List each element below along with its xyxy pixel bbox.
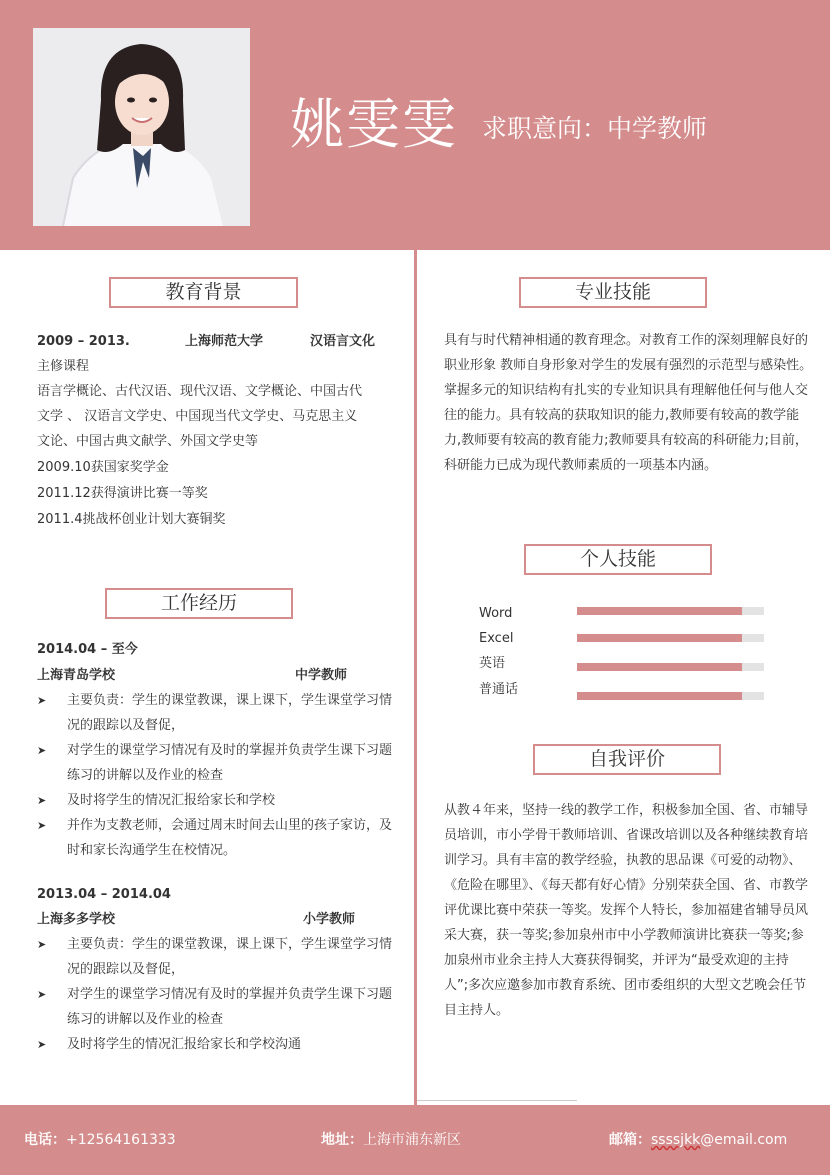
- duty-text: 并作为支教老师，会通过周末时间去山里的孩子家访，及时和家长沟通学生在校情况。: [67, 818, 393, 858]
- work-section-title: 工作经历: [105, 588, 293, 619]
- courses-line: 文学 、 汉语言文学史、中国现当代文学史、马克思主义: [37, 409, 358, 424]
- email-user: ssssjkk: [651, 1132, 701, 1148]
- phone-label: 电话：: [24, 1132, 66, 1148]
- contact-footer: [0, 1105, 830, 1175]
- duty-text: 对学生的课堂学习情况有及时的掌握并负责学生课下习题练习的讲解以及作业的检查: [67, 743, 393, 783]
- portrait-illustration: [33, 28, 250, 226]
- job-duties-list: [37, 688, 395, 863]
- courses-line: 文论、中国古典文献学、外国文学史等: [37, 434, 259, 449]
- award-item: 2009.10获国家奖学金: [37, 460, 169, 475]
- award-item: 2011.4挑战杯创业计划大赛铜奖: [37, 512, 226, 527]
- duty-item: [37, 932, 395, 982]
- arrowhead-bullet-icon: ➤: [37, 1038, 47, 1051]
- courses-line: 语言学概论、古代汉语、现代汉语、文学概论、中国古代: [37, 384, 363, 399]
- arrowhead-bullet-icon: ➤: [37, 988, 47, 1001]
- job-duties-list: [37, 932, 395, 1057]
- duty-item: [37, 982, 395, 1032]
- header-banner: [0, 0, 830, 250]
- skills-section-title: 个人技能: [524, 544, 712, 575]
- award-item: 2011.12获得演讲比赛一等奖: [37, 486, 208, 501]
- duty-text: 主要负责：学生的课堂教课，课上课下，学生课堂学习情况的跟踪以及督促，: [67, 693, 393, 733]
- phone-number: +12564161333: [66, 1132, 176, 1148]
- skill-bar: [577, 607, 764, 615]
- education-major: 汉语言文化: [310, 334, 376, 349]
- duty-text: 及时将学生的情况汇报给家长和学校: [67, 793, 276, 808]
- duty-item: [37, 788, 395, 813]
- skill-label: 普通话: [479, 682, 519, 697]
- email-label: 邮箱：: [609, 1132, 651, 1148]
- phone-contact: [24, 1130, 176, 1150]
- email-contact: [609, 1130, 787, 1150]
- skill-bar: [577, 634, 764, 642]
- profile-photo: [33, 28, 250, 226]
- address-value: 上海市浦东新区: [363, 1132, 461, 1148]
- job-role: 小学教师: [303, 912, 356, 927]
- education-years: 2009 – 2013.: [37, 334, 130, 349]
- address-label: 地址：: [321, 1132, 363, 1148]
- professional-text: 具有与时代精神相通的教育理念。对教育工作的深刻理解良好的职业形象 教师自身形象对学生的发展有强烈的示范型与感染性。掌握多元的知识结构有扎实的专业知识具有理解他任何与他人交往的能力。具有较高的获取知识的能力,教师要有较高的教学能力,教师要有较高的教育能力;教师要具有较高的科研能力;目前，科研能力已成为现代教师素质的一项基本内涵。: [444, 333, 813, 473]
- skill-bar: [577, 663, 764, 671]
- education-section-title: 教育背景: [109, 277, 298, 308]
- courses-label: 主修课程: [37, 359, 90, 374]
- arrowhead-bullet-icon: ➤: [37, 938, 47, 951]
- job-objective: 求职意向：中学教师: [482, 114, 708, 143]
- skill-bar-fill: [577, 663, 742, 671]
- divider: [417, 1100, 577, 1101]
- skill-label: 英语: [479, 656, 506, 671]
- self-eval-section-title: 自我评价: [533, 744, 721, 775]
- candidate-name: 姚雯雯: [290, 93, 458, 156]
- job-period: 2013.04 – 2014.04: [37, 887, 171, 902]
- duty-item: [37, 738, 395, 788]
- duty-text: 对学生的课堂学习情况有及时的掌握并负责学生课下习题练习的讲解以及作业的检查: [67, 987, 393, 1027]
- job-school: 上海青岛学校: [37, 668, 116, 683]
- arrowhead-bullet-icon: ➤: [37, 794, 47, 807]
- job-role: 中学教师: [295, 668, 348, 683]
- duty-text: 及时将学生的情况汇报给家长和学校沟通: [67, 1037, 302, 1052]
- skill-bar-fill: [577, 692, 742, 700]
- arrowhead-bullet-icon: ➤: [37, 744, 47, 757]
- skill-bar-fill: [577, 607, 742, 615]
- duty-item: [37, 688, 395, 738]
- duty-text: 主要负责：学生的课堂教课，课上课下，学生课堂学习情况的跟踪以及督促，: [67, 937, 393, 977]
- skill-bar: [577, 692, 764, 700]
- education-school: 上海师范大学: [185, 334, 264, 349]
- duty-item: [37, 1032, 395, 1057]
- job-school: 上海多多学校: [37, 912, 116, 927]
- arrowhead-bullet-icon: ➤: [37, 819, 47, 832]
- skill-label: Excel: [479, 631, 514, 646]
- skill-bar-fill: [577, 634, 742, 642]
- email-domain: @email.com: [700, 1132, 788, 1148]
- address-contact: [321, 1130, 461, 1150]
- self-eval-text: 从教４年来，坚持一线的教学工作，积极参加全国、省、市辅导员培训，市小学骨干教师培训、省课改培训以及各种继续教育培训学习。具有丰富的教学经验，执教的思品课《可爱的动物》、《危险在哪里》、《每天都有好心情》分别荣获全国、省、市教学评优课比赛中荣获一等奖。发挥个人特长，参加福建省辅导员风采大赛，获一等奖;参加泉州市中小学教师演讲比赛获一等奖;参加泉州市业余主持人大赛获得铜奖，并评为“最受欢迎的主持人”;多次应邀参加市教育系统、团市委组织的大型文艺晚会任节目主持人。: [444, 803, 809, 1018]
- job-period: 2014.04 – 至今: [37, 642, 138, 657]
- duty-item: [37, 813, 395, 863]
- column-divider: [414, 250, 417, 1105]
- arrowhead-bullet-icon: ➤: [37, 694, 47, 707]
- professional-section-title: 专业技能: [519, 277, 707, 308]
- skill-label: Word: [479, 606, 513, 621]
